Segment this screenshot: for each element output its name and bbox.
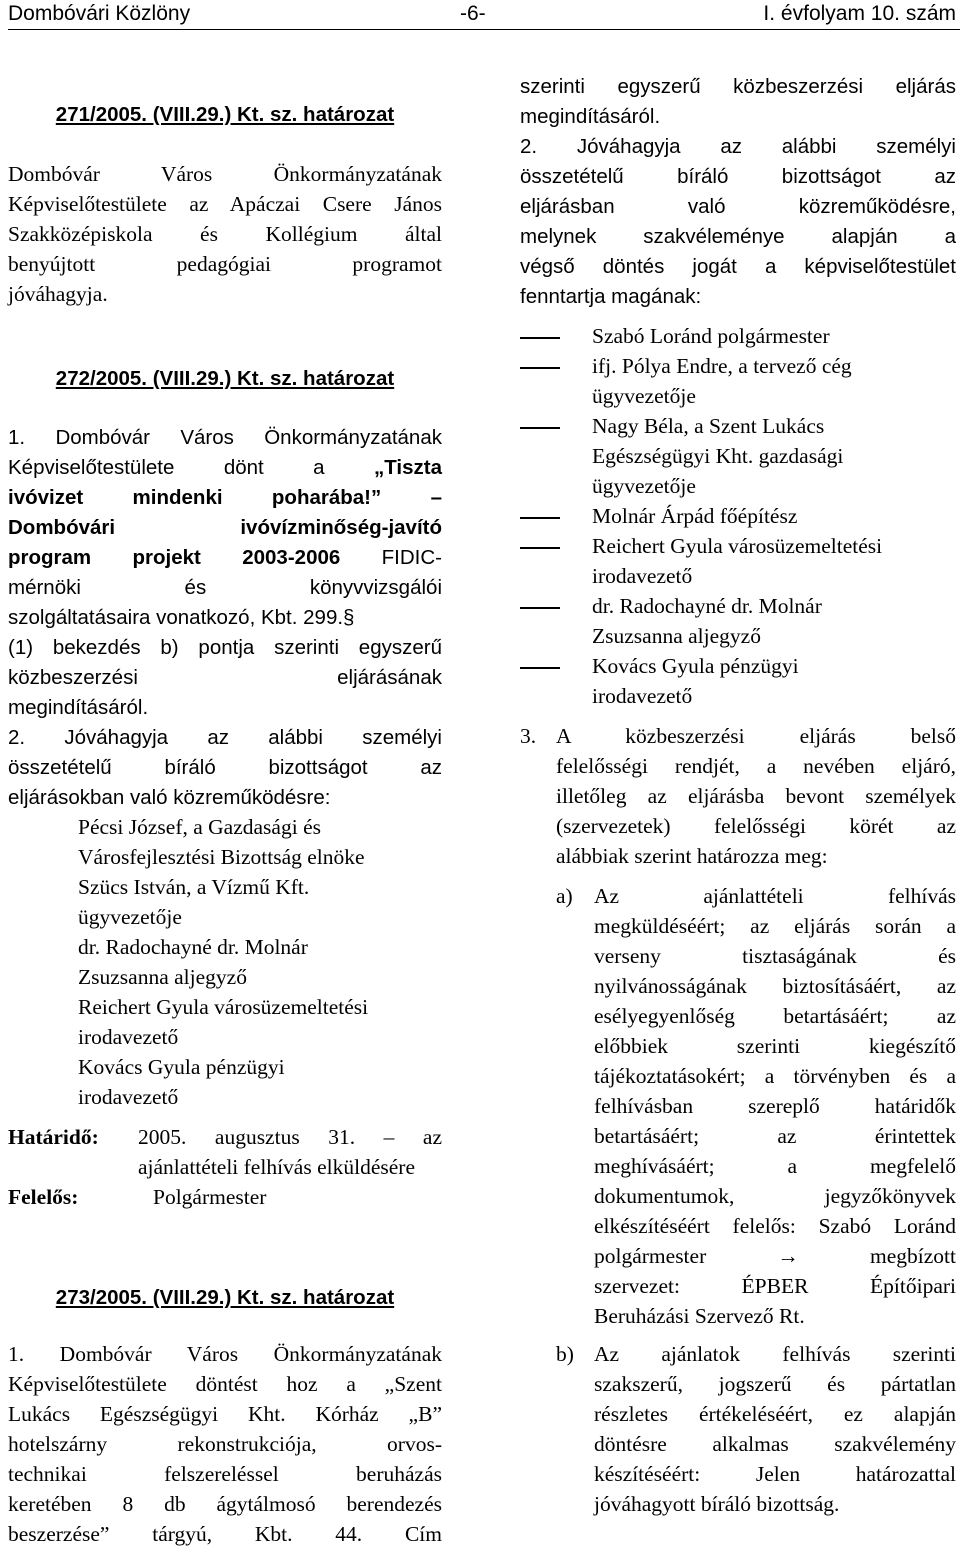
resolution-271-text: Képviselőtestülete az Apáczai Csere János bbox=[8, 192, 442, 216]
dash-bullet-icon bbox=[520, 547, 560, 549]
resolution-273-text: hotelszárny rekonstrukciója, orvos- bbox=[8, 1432, 442, 1456]
committee-member: Szücs István, a Vízmű Kft. bbox=[78, 875, 310, 899]
resolution-273-text: Lukács Egészségügyi Kht. Kórház „B” bbox=[8, 1402, 442, 1426]
committee-member: dr. Radochayné dr. Molnár bbox=[78, 935, 308, 959]
sub-item-a-text: polgármester → megbízott bbox=[594, 1244, 956, 1268]
right-p2: fenntartja magának: bbox=[520, 285, 702, 308]
sub-item-a-text: dokumentumok, jegyzőkönyvek bbox=[594, 1184, 956, 1208]
sub-item-a-text: előbbiek szerinti kiegészítő bbox=[594, 1034, 956, 1058]
committee-item-cont: ügyvezetője bbox=[592, 384, 696, 408]
resolution-272-p1: mérnöki és könyvvizsgálói bbox=[8, 576, 442, 599]
resolution-271-text: Szakközépiskola és Kollégium által bbox=[8, 222, 442, 246]
sub-item-a-text: felhívásban szereplő határidők bbox=[594, 1094, 956, 1118]
sub-item-a-text: betartásáért; az érintettek bbox=[594, 1124, 956, 1148]
resolution-272-p1: (1) bekezdés b) pontja szerinti egyszerű bbox=[8, 636, 442, 659]
point-number: 3. bbox=[520, 724, 537, 748]
volume-issue: I. évfolyam 10. szám bbox=[763, 2, 956, 25]
right-intro: megindításáról. bbox=[520, 105, 661, 128]
sub-item-marker: a) bbox=[556, 884, 573, 908]
resolution-272-p2: eljárásokban való közreműködésre: bbox=[8, 786, 331, 809]
sub-item-b-text: részletes értékeléséért, ez alapján bbox=[594, 1402, 956, 1426]
resolution-273-title: 273/2005. (VIII.29.) Kt. sz. határozat bbox=[55, 1286, 395, 1309]
resolution-272-p1: közbeszerzési eljárásának bbox=[8, 666, 442, 689]
dash-bullet-icon bbox=[520, 367, 560, 369]
sub-item-a-text: szervezet: ÉPBER Építőipari bbox=[594, 1274, 956, 1298]
resolution-272-title: 272/2005. (VIII.29.) Kt. sz. határozat bbox=[55, 367, 395, 390]
resolution-271-text: benyújtott pedagógiai programot bbox=[8, 252, 442, 276]
resolution-272-p1: 1. Dombóvár Város Önkormányzatának bbox=[8, 426, 442, 449]
point-3: 3. A közbeszerzési eljárás belső bbox=[520, 722, 956, 752]
point-3-text: illetőleg az eljárásba bevont személyek bbox=[556, 784, 956, 808]
right-p2: eljárásban való közreműködésre, bbox=[520, 195, 956, 218]
sub-item-b-text: döntésre alkalmas szakvélemény bbox=[594, 1432, 956, 1456]
sub-item-b-text: jóváhagyott bíráló bizottság. bbox=[594, 1492, 840, 1516]
resolution-273-text: 1. Dombóvár Város Önkormányzatának bbox=[8, 1342, 442, 1366]
resolution-273-text: technikai felszereléssel beruházás bbox=[8, 1462, 442, 1486]
sub-item-b-text: készítéséért: Jelen határozattal bbox=[594, 1462, 956, 1486]
resolution-271-text: Dombóvár Város Önkormányzatának bbox=[8, 162, 442, 186]
point-3-text: (szervezetek) felelősségi körét az bbox=[556, 814, 956, 838]
point-3-text: alábbiak szerint határozza meg: bbox=[556, 844, 828, 868]
dash-bullet-icon bbox=[520, 607, 560, 609]
sub-item-a-text: megküldéséért; az eljárás során a bbox=[594, 914, 956, 938]
committee-item: Reichert Gyula városüzemeltetési bbox=[520, 532, 956, 562]
sub-item-b: b) Az ajánlatok felhívás szerinti bbox=[520, 1340, 956, 1370]
right-p2: végső döntés jogát a képviselőtestület bbox=[520, 255, 956, 278]
responsible-label: Felelős: bbox=[8, 1185, 79, 1209]
committee-member: irodavezető bbox=[78, 1085, 179, 1109]
committee-item-cont: ügyvezetője bbox=[592, 474, 696, 498]
resolution-273-text: beszerzése” tárgyú, Kbt. 44. Cím bbox=[8, 1522, 442, 1546]
sub-item-a-text: elkészítéséért felelős: Szabó Loránd bbox=[594, 1214, 956, 1238]
resolution-272-p1: megindításáról. bbox=[8, 696, 149, 719]
committee-member: irodavezető bbox=[78, 1025, 179, 1049]
dash-bullet-icon bbox=[520, 667, 560, 669]
sub-item-b-text: szakszerű, jogszerű és pártatlan bbox=[594, 1372, 956, 1396]
publication-name: Dombóvári Közlöny bbox=[8, 2, 191, 25]
deadline-text: ajánlattételi felhívás elküldésére bbox=[138, 1155, 415, 1179]
committee-member: Pécsi József, a Gazdasági és bbox=[78, 815, 321, 839]
committee-item: ifj. Pólya Endre, a tervező cég bbox=[520, 352, 956, 382]
committee-item-cont: irodavezető bbox=[592, 684, 693, 708]
resolution-272-p1: szolgáltatásaira vonatkozó, Kbt. 299.§ bbox=[8, 606, 355, 629]
committee-item-cont: Zsuzsanna aljegyző bbox=[592, 624, 761, 648]
committee-item: Kovács Gyula pénzügyi bbox=[520, 652, 956, 682]
resolution-272-p2: 2. Jóváhagyja az alábbi személyi bbox=[8, 726, 442, 749]
resolution-272-p2: összetételű bíráló bizottságot az bbox=[8, 756, 442, 779]
resolution-272-p1: Képviselőtestülete dönt a „Tiszta bbox=[8, 456, 442, 479]
sub-item-a-text: verseny tisztaságának és bbox=[594, 944, 956, 968]
page-number: -6- bbox=[460, 2, 486, 25]
committee-item-cont: irodavezető bbox=[592, 564, 693, 588]
deadline-label: Határidő: bbox=[8, 1125, 99, 1149]
responsible-row bbox=[8, 1183, 442, 1213]
right-intro: szerinti egyszerű közbeszerzési eljárás bbox=[520, 75, 956, 98]
resolution-273-text: Képviselőtestülete döntést hoz a „Szent bbox=[8, 1372, 442, 1396]
right-p2: 2. Jóváhagyja az alábbi személyi bbox=[520, 135, 956, 158]
committee-member: Zsuzsanna aljegyző bbox=[78, 965, 247, 989]
sub-item-a-text: Beruházási Szervező Rt. bbox=[594, 1304, 805, 1328]
dash-bullet-icon bbox=[520, 337, 560, 339]
sub-item-a-text: tájékoztatásokért; a törvényben és a bbox=[594, 1064, 956, 1088]
sub-item-a-text: nyilvánosságának biztosításáért, az bbox=[594, 974, 956, 998]
committee-member: Reichert Gyula városüzemeltetési bbox=[78, 995, 369, 1019]
sub-item-a-text: esélyegyenlőség betartásáért; az bbox=[594, 1004, 956, 1028]
committee-member: ügyvezetője bbox=[78, 905, 182, 929]
page-header bbox=[8, 0, 960, 30]
dash-bullet-icon bbox=[520, 517, 560, 519]
right-p2: összetételű bíráló bizottságot az bbox=[520, 165, 956, 188]
resolution-272-p1: ivóvizet mindenki poharába!” – bbox=[8, 486, 442, 509]
committee-item: Szabó Loránd polgármester bbox=[520, 322, 956, 352]
committee-item: Molnár Árpád főépítész bbox=[520, 502, 956, 532]
responsible-text: Polgármester bbox=[153, 1185, 267, 1209]
sub-item-a: a) Az ajánlattételi felhívás bbox=[520, 882, 956, 912]
resolution-271-text: jóváhagyja. bbox=[8, 282, 108, 306]
right-p2: melynek szakvéleménye alapján a bbox=[520, 225, 956, 248]
resolution-273-text: keretében 8 db ágytálmosó berendezés bbox=[8, 1492, 442, 1516]
point-3-text: felelősségi rendjét, a nevében eljáró, bbox=[556, 754, 956, 778]
committee-member: Városfejlesztési Bizottság elnöke bbox=[78, 845, 365, 869]
resolution-272-p1: Dombóvári ivóvízminőség-javító bbox=[8, 516, 442, 539]
deadline-text: 2005. augusztus 31. – az bbox=[138, 1125, 442, 1149]
committee-item: dr. Radochayné dr. Molnár bbox=[520, 592, 956, 622]
deadline-row bbox=[8, 1123, 442, 1153]
sub-item-a-text: meghívásáért; a megfelelő bbox=[594, 1154, 956, 1178]
committee-member: Kovács Gyula pénzügyi bbox=[78, 1055, 285, 1079]
resolution-271-title: 271/2005. (VIII.29.) Kt. sz. határozat bbox=[55, 103, 395, 126]
committee-item: Nagy Béla, a Szent Lukács bbox=[520, 412, 956, 442]
resolution-272-p1: program projekt 2003-2006 FIDIC- bbox=[8, 546, 442, 569]
committee-item-cont: Egészségügyi Kht. gazdasági bbox=[592, 444, 844, 468]
sub-item-marker: b) bbox=[556, 1342, 574, 1366]
dash-bullet-icon bbox=[520, 427, 560, 429]
